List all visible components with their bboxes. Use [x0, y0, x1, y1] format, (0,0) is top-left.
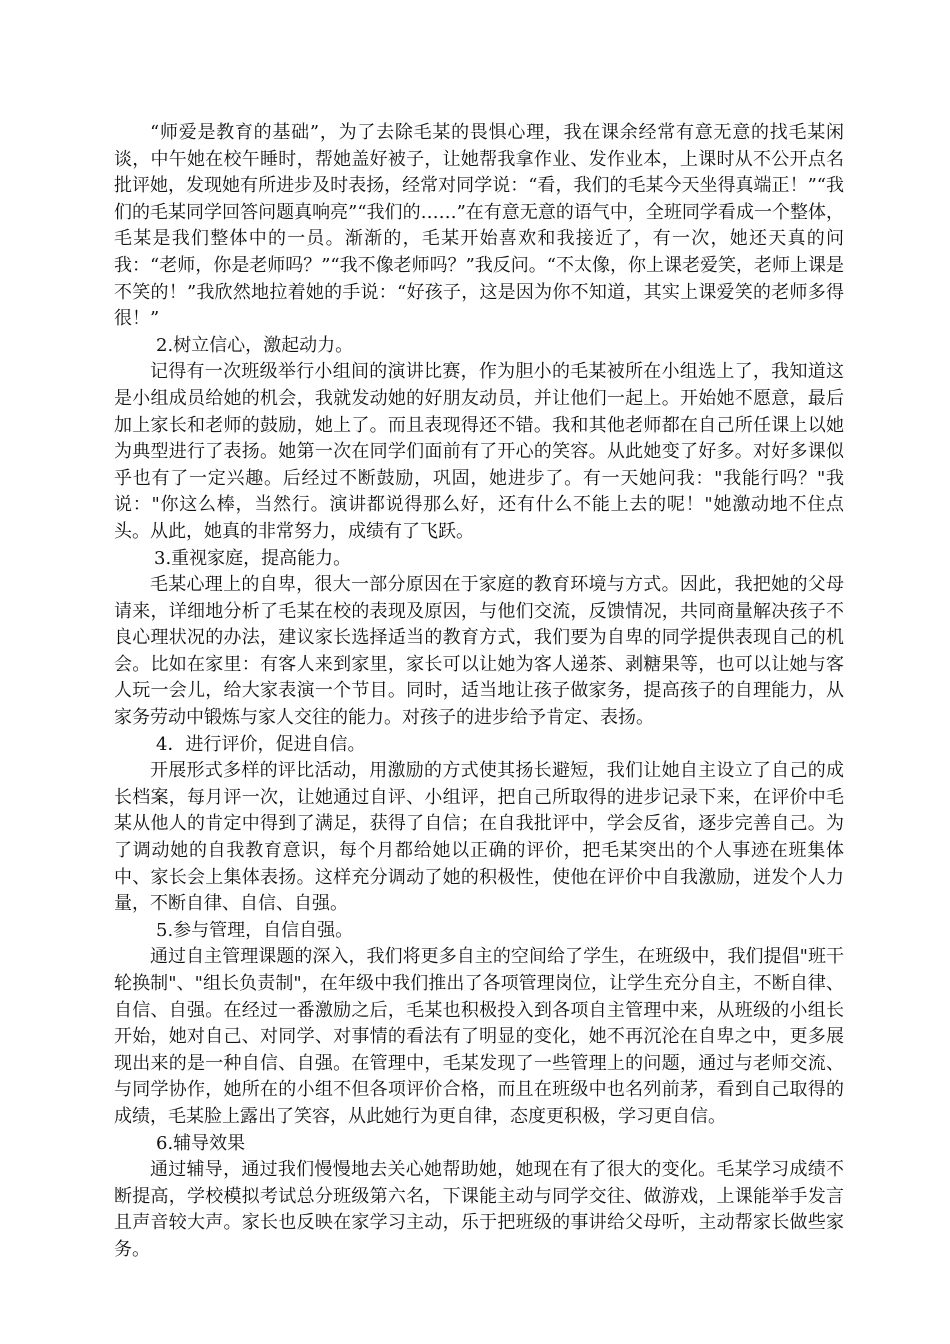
paragraph-self-management: 通过自主管理课题的深入，我们将更多自主的空间给了学生，在班级中，我们提倡"班干轮换制"、"组长负责制"，在年级中我们推出了各项管理岗位，让学生充分自主，不断自律、自信、自强。在经过一番激励之后，毛某也积极投入到各项自主管理中来，从班级的小组长开始，她对自己、对同学、对事情的看法有了明显的变化，她不再沉沦在自卑之中，更多展现出来的是一种自信、自强。在管理中，毛某发现了一些管理上的问题，通过与老师交流、与同学协作，她所在的小组不但各项评价合格，而且在班级中也名列前茅，看到自己取得的成绩，毛某脸上露出了笑容，从此她行为更自律，态度更积极，学习更自信。	[114, 946, 844, 1127]
paragraph-evaluation-activities: 开展形式多样的评比活动，用激励的方式使其扬长避短，我们让她自主设立了自己的成长档案，每月评一次，让她通过自评、小组评，把自己所取得的进步记录下来，在评价中毛某从他人的肯定中得到了满足，获得了自信；在自我批评中，学会反省，逐步完善自己。为了调动她的自我教育意识，每个月都给她以正确的评价，把毛某突出的个人事迹在班集体中、家长会上集体表扬。这样充分调动了她的积极性，使他在评价中自我激励，迸发个人力量，不断自律、自信、自强。	[114, 760, 844, 915]
document-body	[114, 120, 844, 1264]
section-heading-evaluation: 4．进行评价，促进自信。	[156, 733, 366, 755]
paragraph-speech-contest: 记得有一次班级举行小组间的演讲比赛，作为胆小的毛某被所在小组选上了，我知道这是小组成员给她的机会，我就发动她的好朋友动员，并让他们一起上。开始她不愿意，最后加上家长和老师的鼓励，她上了。而且表现得还不错。我和其他老师都在自己所任课上以她为典型进行了表扬。她第一次在同学们面前有了开心的笑容。从此她变了好多。对好多课似乎也有了一定兴趣。后经过不断鼓励，巩固，她进步了。有一天她问我："我能行吗？"我说："你这么棒，当然行。演讲都说得那么好，还有什么不能上去的呢！"她激动地不住点头。从此，她真的非常努力，成绩有了飞跃。	[114, 361, 844, 542]
paragraph-family-education: 毛某心理上的自卑，很大一部分原因在于家庭的教育环境与方式。因此，我把她的父母请来，详细地分析了毛某在校的表现及原因，与他们交流，反馈情况，共同商量解决孩子不良心理状况的办法，建议家长选择适当的教育方式，我们要为自卑的同学提供表现自己的机会。比如在家里：有客人来到家里，家长可以让她为客人递茶、剥糖果等，也可以让她与客人玩一会儿，给大家表演一个节目。同时，适当地让孩子做家务，提高孩子的自理能力，从家务劳动中锻炼与家人交往的能力。对孩子的进步给予肯定、表扬。	[114, 574, 844, 729]
section-heading-results: 6.辅导效果	[156, 1132, 246, 1154]
section-heading-build-confidence: 2.树立信心，激起动力。	[156, 334, 354, 356]
paragraph-teacher-love: “师爱是教育的基础”，为了去除毛某的畏惧心理，我在课余经常有意无意的找毛某闲谈，中午她在校午睡时，帮她盖好被子，让她帮我拿作业、发作业本，上课时从不公开点名批评她，发现她有所进步及时表扬，经常对同学说：“看，我们的毛某今天坐得真端正！”“我们的毛某同学回答问题真响亮”“我们的……”在有意无意的语气中，全班同学看成一个整体，毛某是我们整体中的一员。渐渐的，毛某开始喜欢和我接近了，有一次，她还天真的问我：“老师，你是老师吗？”“我不像老师吗？”我反问。“不太像，你上课老爱笑，老师上课是不笑的！”我欣然地拉着她的手说：“好孩子，这是因为你不知道，其实上课爱笑的老师多得很！”	[114, 122, 845, 330]
section-heading-family: 3.重视家庭，提高能力。	[154, 547, 352, 569]
section-heading-management: 5.参与管理，自信自强。	[156, 919, 354, 941]
paragraph-results: 通过辅导，通过我们慢慢地去关心她帮助她，她现在有了很大的变化。毛某学习成绩不断提高，学校模拟考试总分班级第六名，下课能主动与同学交往、做游戏，上课能举手发言且声音较大声。家长也反映在家学习主动，乐于把班级的事讲给父母听，主动帮家长做些家务。	[114, 1159, 844, 1260]
